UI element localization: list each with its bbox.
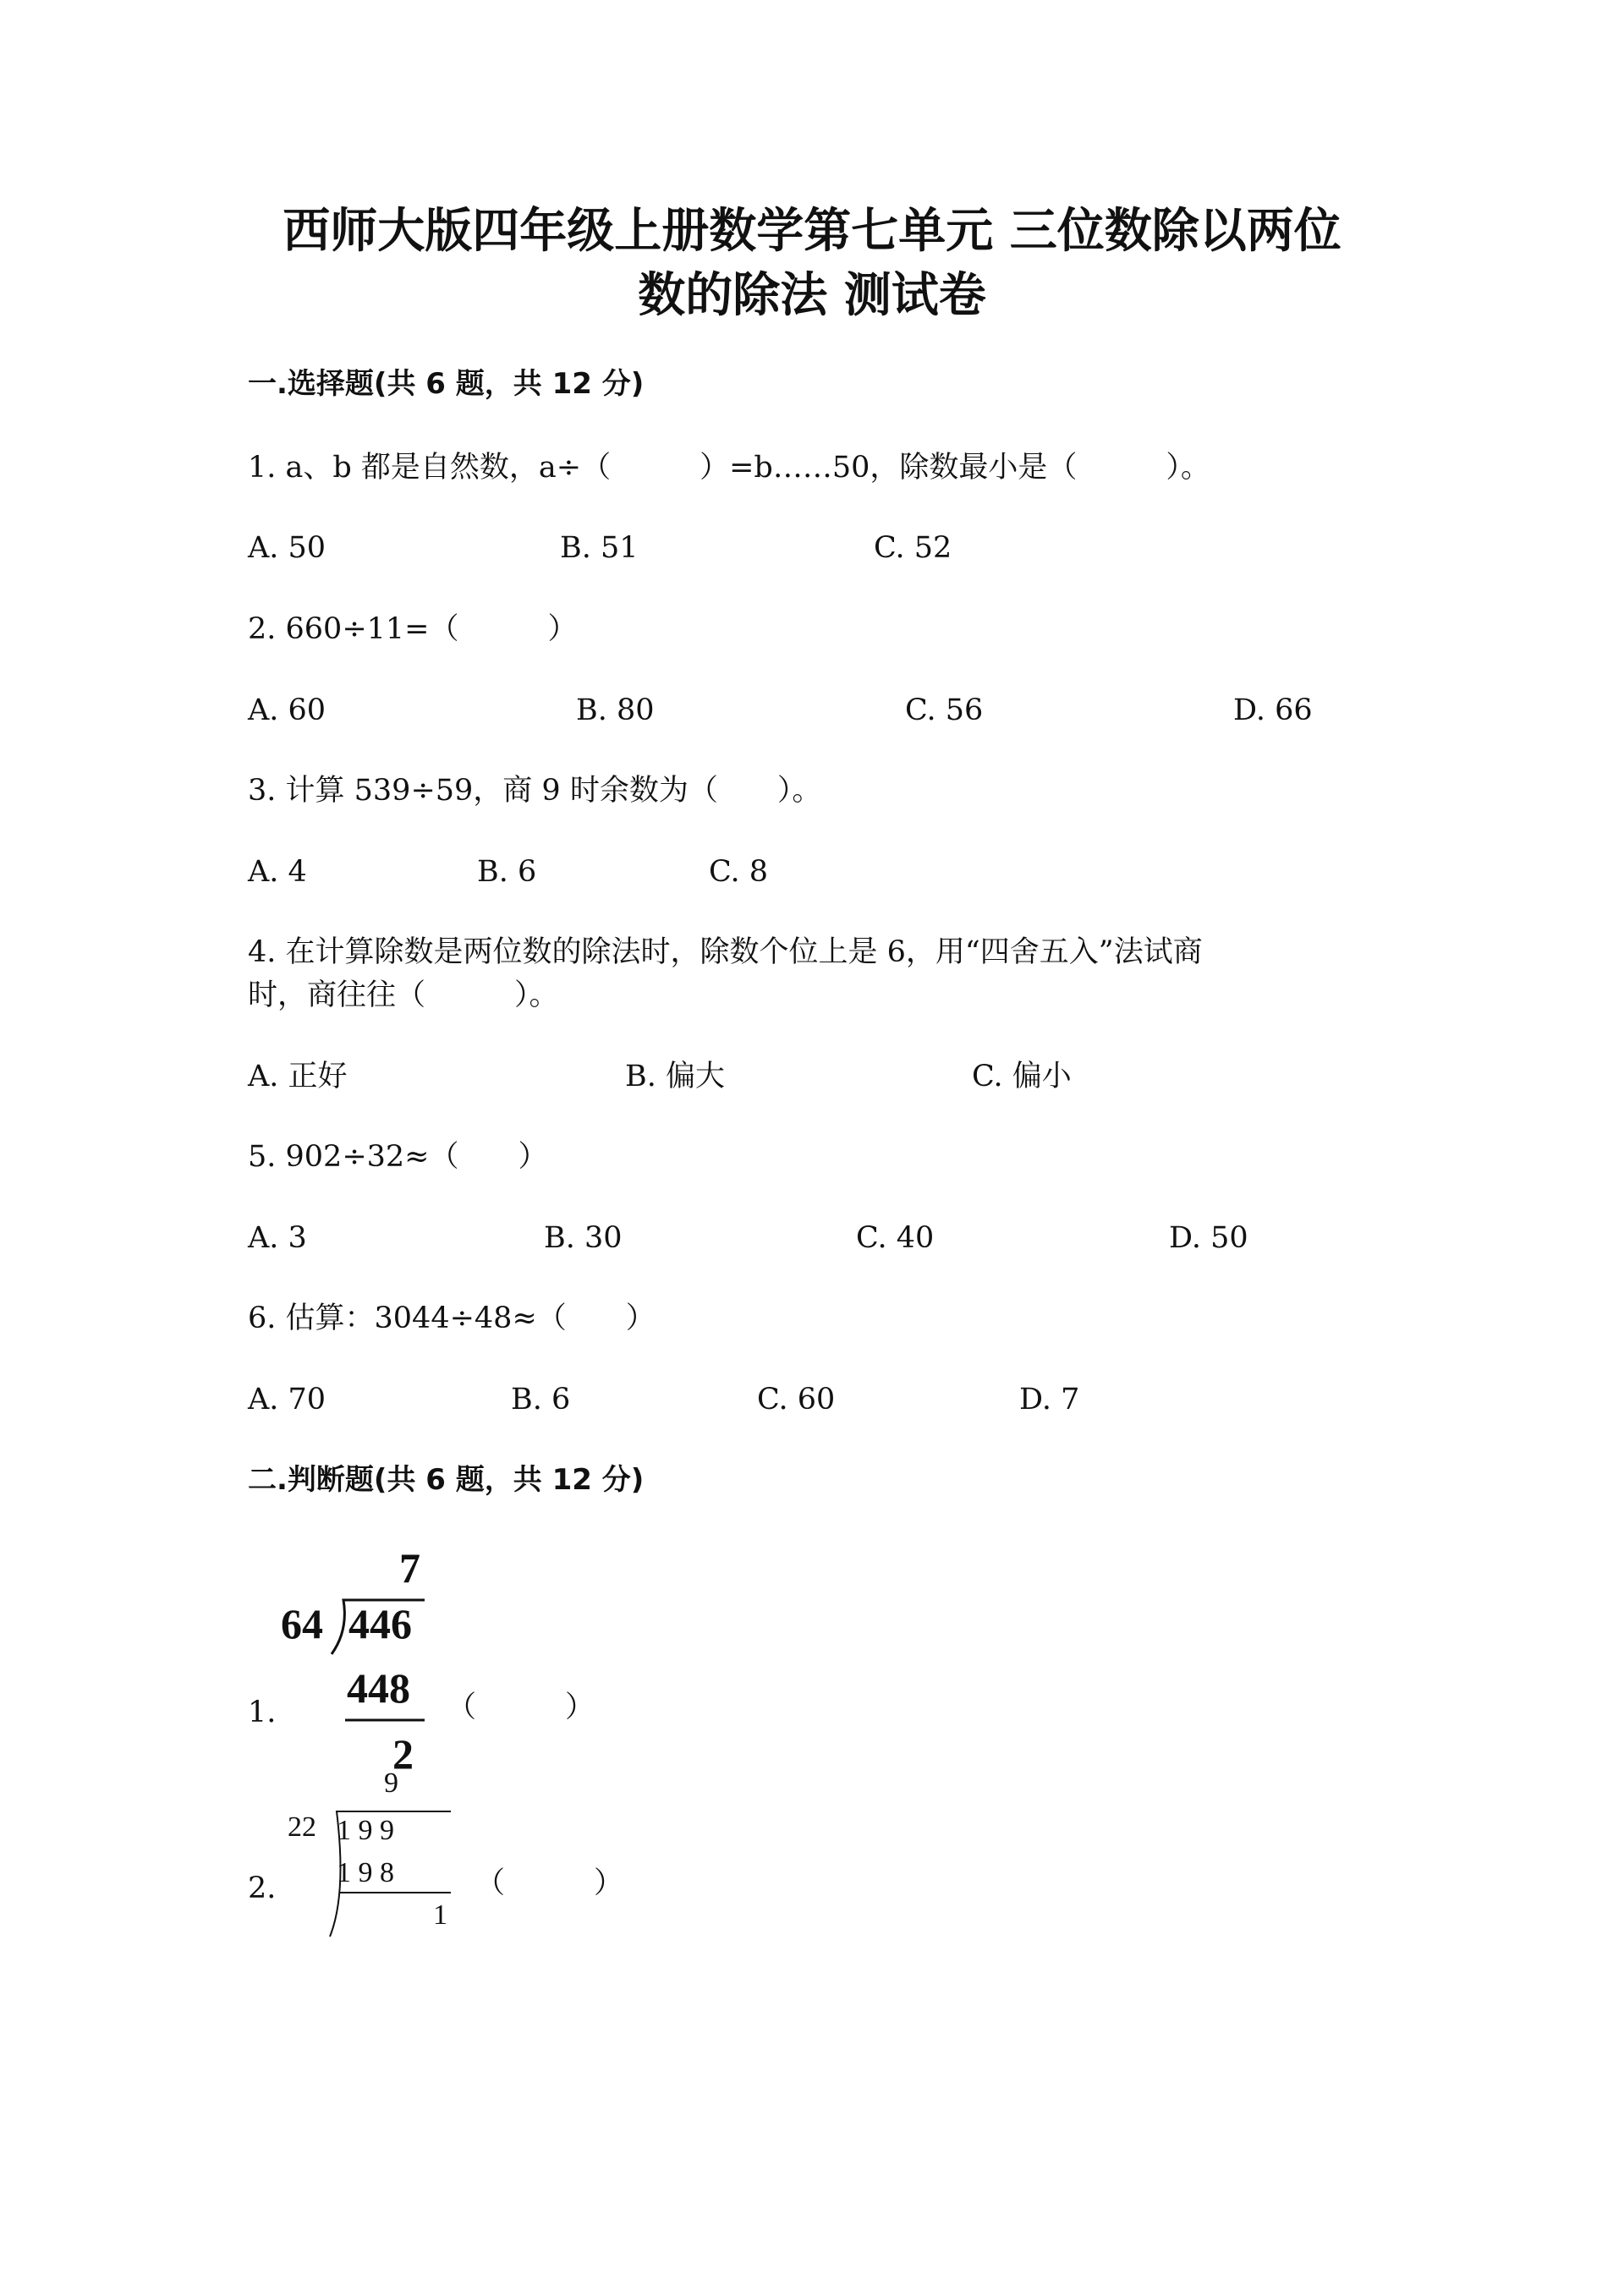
division-bracket — [332, 1600, 425, 1654]
question-1-option-b: B. 51 — [560, 531, 639, 565]
judgment-1-divisor: 64 — [281, 1600, 323, 1647]
judgment-2-answer-blank[interactable]: （ ） — [475, 1866, 624, 1900]
question-5-option-b: B. 30 — [544, 1221, 623, 1255]
question-6-option-a: A. 70 — [248, 1383, 326, 1417]
question-3-option-b: B. 6 — [477, 855, 537, 889]
judgment-1-remainder: 2 — [392, 1730, 414, 1778]
document-title-line-2: 数的除法 测试卷 — [638, 268, 986, 323]
judgment-1-dividend: 446 — [348, 1600, 412, 1647]
question-2: 2. 660÷11=（ ） — [248, 612, 578, 646]
question-2-option-a: A. 60 — [248, 693, 326, 727]
question-6-option-b: B. 6 — [511, 1383, 571, 1417]
judgment-2-dividend: 1 9 9 — [337, 1815, 394, 1846]
question-6-option-c: C. 60 — [757, 1383, 836, 1417]
question-2-option-d: D. 66 — [1233, 693, 1313, 727]
judgment-2-divisor: 22 — [288, 1811, 316, 1843]
judgment-1-answer-blank[interactable]: （ ） — [447, 1690, 595, 1724]
judgment-1-number: 1. — [248, 1696, 277, 1729]
section-heading-judgment: 二.判断题(共 6 题，共 12 分) — [248, 1463, 645, 1497]
judgment-1-division-lines — [271, 1539, 440, 1776]
judgment-1-long-division — [271, 1539, 440, 1776]
question-5: 5. 902÷32≈（ ） — [248, 1140, 548, 1174]
judgment-2-number: 2. — [248, 1871, 277, 1905]
question-4-option-a: A. 正好 — [248, 1060, 348, 1093]
judgment-2-remainder: 1 — [433, 1899, 447, 1931]
judgment-2-long-division — [288, 1767, 465, 1945]
question-6: 6. 估算：3044÷48≈（ ） — [248, 1301, 656, 1335]
judgment-1-product: 448 — [347, 1664, 410, 1712]
document-title-line-1: 西师大版四年级上册数学第七单元 三位数除以两位 — [283, 204, 1341, 259]
question-1-option-c: C. 52 — [874, 531, 952, 565]
question-4-option-b: B. 偏大 — [625, 1060, 725, 1093]
judgment-2-product: 1 9 8 — [337, 1857, 394, 1888]
question-5-option-d: D. 50 — [1169, 1221, 1248, 1255]
question-5-option-a: A. 3 — [248, 1221, 307, 1255]
judgment-1-quotient: 7 — [399, 1544, 420, 1592]
question-2-option-b: B. 80 — [576, 693, 655, 727]
section-heading-choice: 一.选择题(共 6 题，共 12 分) — [248, 367, 645, 401]
question-4-line-1: 4. 在计算除数是两位数的除法时，除数个位上是 6，用“四舍五入”法试商 — [248, 935, 1203, 969]
question-1: 1. a、b 都是自然数，a÷（ ）=b……50，除数最小是（ ）。 — [248, 451, 1210, 485]
question-3: 3. 计算 539÷59，商 9 时余数为（ ）。 — [248, 774, 822, 808]
question-6-option-d: D. 7 — [1019, 1383, 1080, 1417]
question-3-option-c: C. 8 — [709, 855, 769, 889]
division-bracket — [330, 1811, 451, 1937]
question-4-option-c: C. 偏小 — [972, 1060, 1072, 1093]
question-4-line-2: 时，商往往（ ）。 — [248, 978, 559, 1012]
question-3-option-a: A. 4 — [248, 855, 307, 889]
question-5-option-c: C. 40 — [856, 1221, 935, 1255]
question-2-option-c: C. 56 — [905, 693, 984, 727]
judgment-2-quotient: 9 — [384, 1767, 398, 1799]
judgment-2-division-lines — [288, 1767, 465, 1945]
question-1-option-a: A. 50 — [248, 531, 326, 565]
